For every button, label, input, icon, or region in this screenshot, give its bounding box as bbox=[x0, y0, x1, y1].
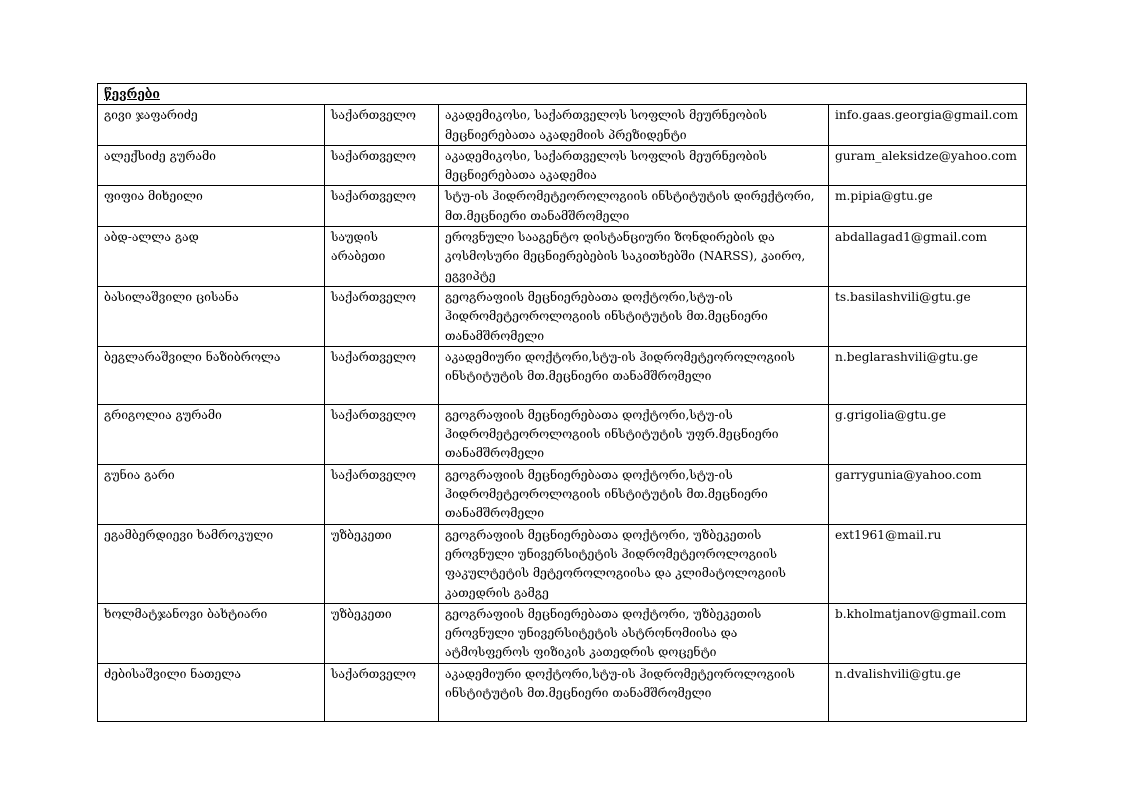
table-row bbox=[98, 286, 1027, 346]
member-country-cell: საქართველო bbox=[325, 105, 439, 146]
member-name-cell: გუნია გარი bbox=[98, 464, 325, 524]
table-header: წევრები bbox=[98, 84, 1027, 105]
member-country-cell: საქართველო bbox=[325, 346, 439, 404]
member-country-cell: საქართველო bbox=[325, 464, 439, 524]
member-email-cell: m.pipia@gtu.ge bbox=[829, 186, 1027, 227]
member-name-cell: გრიგოლია გურამი bbox=[98, 404, 325, 464]
member-email-cell: garrygunia@yahoo.com bbox=[829, 464, 1027, 524]
table-row bbox=[98, 186, 1027, 227]
table-row bbox=[98, 145, 1027, 186]
member-position-cell: აკადემიკოსი, საქართველოს სოფლის მეურნეობის მეცნიერებათა აკადემიის პრეზიდენტი bbox=[439, 105, 829, 146]
member-email-cell: g.grigolia@gtu.ge bbox=[829, 404, 1027, 464]
member-position-cell: გეოგრაფიის მეცნიერებათა დოქტორი, უზბეკეთის ეროვნული უნივერსიტეტის ჰიდრომეტეოროლოგიის ფაკულტეტის მეტეოროლოგიისა და კლიმატოლოგიის კათედრის გამგე bbox=[439, 524, 829, 603]
member-email-cell: b.kholmatjanov@gmail.com bbox=[829, 603, 1027, 663]
table-row bbox=[98, 464, 1027, 524]
table-row bbox=[98, 603, 1027, 663]
table-row bbox=[98, 524, 1027, 603]
member-country-cell: საქართველო bbox=[325, 186, 439, 227]
table-row bbox=[98, 227, 1027, 287]
member-position-cell: გეოგრაფიის მეცნიერებათა დოქტორი,სტუ-ის ჰიდრომეტეოროლოგიის ინსტიტუტის მთ.მეცნიერი თანამშრომელი bbox=[439, 464, 829, 524]
member-name-cell: გივი ჯაფარიძე bbox=[98, 105, 325, 146]
table-row bbox=[98, 346, 1027, 404]
member-country-cell: საუდის არაბეთი bbox=[325, 227, 439, 287]
member-name-cell: ხოლმატჯანოვი ბახტიარი bbox=[98, 603, 325, 663]
member-position-cell: აკადემიური დოქტორი,სტუ-ის ჰიდრომეტეოროლოგიის ინსტიტუტის მთ.მეცნიერი თანამშრომელი bbox=[439, 663, 829, 721]
member-country-cell: საქართველო bbox=[325, 663, 439, 721]
member-country-cell: საქართველო bbox=[325, 404, 439, 464]
table-row bbox=[98, 404, 1027, 464]
table-row bbox=[98, 105, 1027, 146]
table-header-row bbox=[98, 84, 1027, 105]
member-name-cell: ეგამბერდიევი ხამროკული bbox=[98, 524, 325, 603]
members-table bbox=[97, 83, 1027, 722]
member-position-cell: აკადემიური დოქტორი,სტუ-ის ჰიდრომეტეოროლოგიის ინსტიტუტის მთ.მეცნიერი თანამშრომელი bbox=[439, 346, 829, 404]
member-country-cell: საქართველო bbox=[325, 286, 439, 346]
member-email-cell: n.dvalishvili@gtu.ge bbox=[829, 663, 1027, 721]
member-name-cell: ძებისაშვილი ნათელა bbox=[98, 663, 325, 721]
member-name-cell: ალექსიძე გურამი bbox=[98, 145, 325, 186]
member-position-cell: აკადემიკოსი, საქართველოს სოფლის მეურნეობის მეცნიერებათა აკადემია bbox=[439, 145, 829, 186]
member-email-cell: n.beglarashvili@gtu.ge bbox=[829, 346, 1027, 404]
member-email-cell: ext1961@mail.ru bbox=[829, 524, 1027, 603]
member-country-cell: უზბეკეთი bbox=[325, 603, 439, 663]
member-name-cell: ფიფია მიხეილი bbox=[98, 186, 325, 227]
member-email-cell: ts.basilashvili@gtu.ge bbox=[829, 286, 1027, 346]
member-email-cell: info.gaas.georgia@gmail.com bbox=[829, 105, 1027, 146]
member-country-cell: საქართველო bbox=[325, 145, 439, 186]
member-country-cell: უზბეკეთი bbox=[325, 524, 439, 603]
member-position-cell: ეროვნული სააგენტო დისტანციური ზონდირების და კოსმოსური მეცნიერებების საკითხებში (NARSS), კაირო, ეგვიპტე bbox=[439, 227, 829, 287]
member-name-cell: ბეგლარაშვილი ნაზიბროლა bbox=[98, 346, 325, 404]
member-position-cell: გეოგრაფიის მეცნიერებათა დოქტორი, უზბეკეთის ეროვნული უნივერსიტეტის ასტრონომიისა და ატმოსფეროს ფიზიკის კათედრის დოცენტი bbox=[439, 603, 829, 663]
member-name-cell: აბდ-ალლა გად bbox=[98, 227, 325, 287]
member-email-cell: abdallagad1@gmail.com bbox=[829, 227, 1027, 287]
member-position-cell: სტუ-ის ჰიდრომეტეოროლოგიის ინსტიტუტის დირექტორი, მთ.მეცნიერი თანამშრომელი bbox=[439, 186, 829, 227]
member-email-cell: guram_aleksidze@yahoo.com bbox=[829, 145, 1027, 186]
table-row bbox=[98, 663, 1027, 721]
member-name-cell: ბასილაშვილი ცისანა bbox=[98, 286, 325, 346]
member-position-cell: გეოგრაფიის მეცნიერებათა დოქტორი,სტუ-ის ჰიდრომეტეოროლოგიის ინსტიტუტის უფრ.მეცნიერი თანამშრომელი bbox=[439, 404, 829, 464]
member-position-cell: გეოგრაფიის მეცნიერებათა დოქტორი,სტუ-ის ჰიდრომეტეოროლოგიის ინსტიტუტის მთ.მეცნიერი თანამშრომელი bbox=[439, 286, 829, 346]
